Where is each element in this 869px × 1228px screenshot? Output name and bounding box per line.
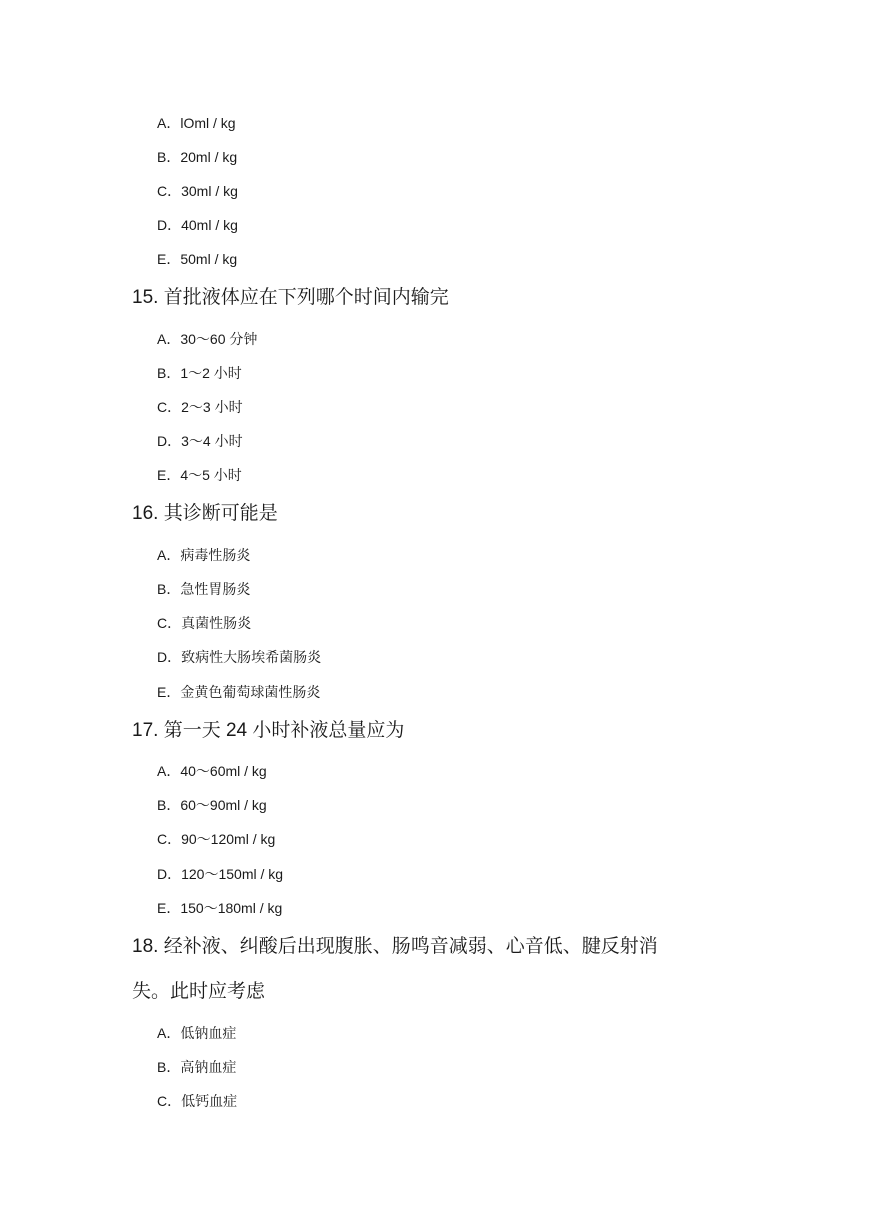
q18-option-a: A．低钠血症 [157, 1025, 237, 1041]
q14-option-e: E．50ml / kg [157, 251, 238, 267]
q15-option-c: C．2～3 小时 [157, 399, 243, 415]
q16-option-b: B．急性胃肠炎 [157, 581, 251, 597]
q15-title: 15. 首批液体应在下列哪个时间内输完 [132, 287, 449, 308]
q16-option-c: C．真菌性肠炎 [157, 615, 252, 631]
q18-option-b: B．高钠血症 [157, 1059, 237, 1075]
q18-title-line2: 失。此时应考虑 [132, 981, 266, 1002]
q15-option-e: E．4～5 小时 [157, 467, 242, 483]
q17-option-d: D．120～150ml / kg [157, 866, 284, 882]
q17-option-a: A．40～60ml / kg [157, 763, 267, 779]
q15-option-b: B．1～2 小时 [157, 365, 242, 381]
q14-option-b: B．20ml / kg [157, 149, 238, 165]
q16-option-e: E．金黄色葡萄球菌性肠炎 [157, 684, 321, 700]
q17-option-e: E．150～180ml / kg [157, 900, 283, 916]
q17-title: 17. 第一天 24 小时补液总量应为 [132, 720, 405, 741]
q17-option-c: C．90～120ml / kg [157, 831, 276, 847]
q18-option-c: C．低钙血症 [157, 1093, 238, 1109]
q14-option-d: D．40ml / kg [157, 217, 238, 233]
q18-title-line1: 18. 经补液、纠酸后出现腹胀、肠鸣音减弱、心音低、腱反射消 [132, 936, 658, 957]
q16-title: 16. 其诊断可能是 [132, 503, 278, 524]
q17-option-b: B．60～90ml / kg [157, 797, 267, 813]
q14-option-a: A．lOml / kg [157, 115, 236, 131]
q15-option-d: D．3～4 小时 [157, 433, 243, 449]
q14-option-c: C．30ml / kg [157, 183, 238, 199]
q16-option-d: D．致病性大肠埃希菌肠炎 [157, 649, 322, 665]
q15-option-a: A．30～60 分钟 [157, 331, 258, 347]
q16-option-a: A．病毒性肠炎 [157, 547, 251, 563]
